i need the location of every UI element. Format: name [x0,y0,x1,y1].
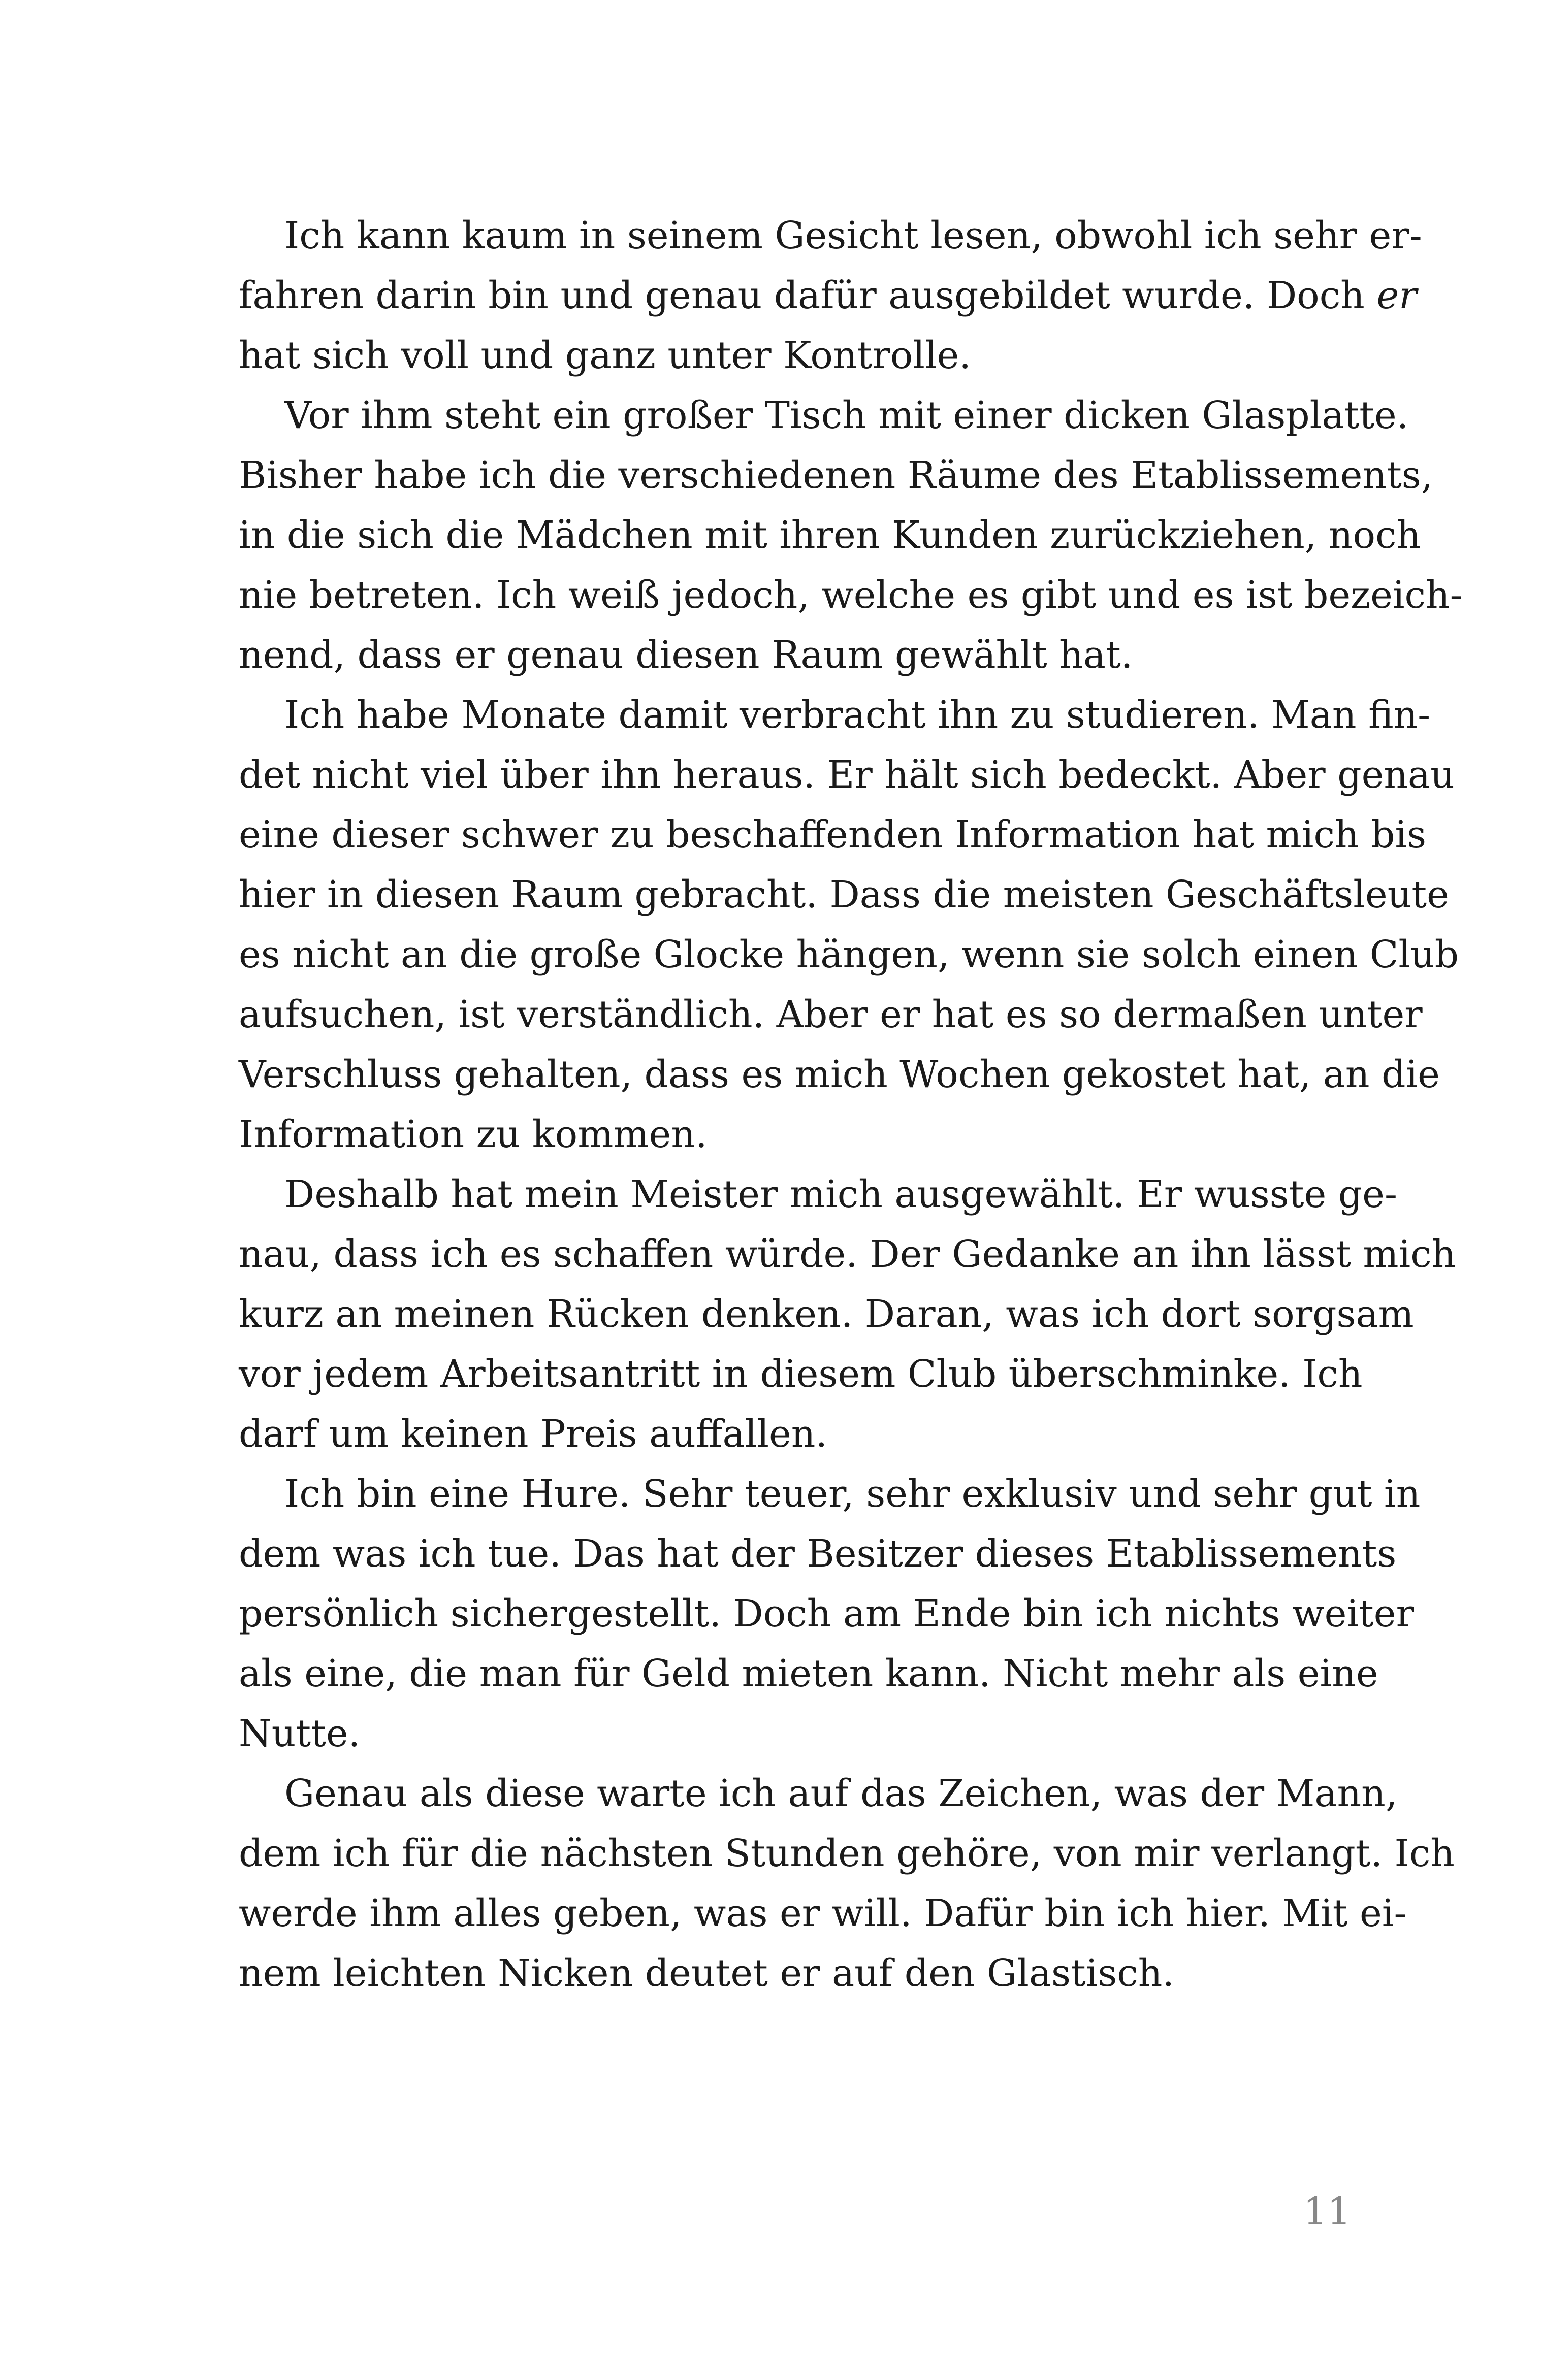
page-number: 11 [1303,2190,1351,2233]
text-line: Information zu kommen. [239,1113,708,1156]
text-line: Ich habe Monate damit verbracht ihn zu studieren. Man fin- [284,693,1431,737]
text-line: in die sich die Mädchen mit ihren Kunden zurückziehen, noch [239,513,1421,557]
text-line: persönlich sichergestellt. Doch am Ende bin ich nichts weiter [239,1592,1414,1636]
text-line: nem leichten Nicken deutet er auf den Glastisch. [239,1951,1174,1995]
text-line: dem ich für die nächsten Stunden gehöre, von mir verlangt. Ich [239,1832,1455,1875]
text-line: hat sich voll und ganz unter Kontrolle. [239,334,971,377]
body-text [239,206,1463,2003]
text-line: eine dieser schwer zu beschaffenden Information hat mich bis [239,813,1427,857]
text-line: nie betreten. Ich weiß jedoch, welche es gibt und es ist bezeich- [239,573,1463,617]
text-line: nend, dass er genau diesen Raum gewählt hat. [239,633,1133,677]
text-line: Deshalb hat mein Meister mich ausgewählt. Er wusste ge- [284,1172,1397,1216]
text-line: Nutte. [239,1712,361,1755]
text-line: Ich bin eine Hure. Sehr teuer, sehr exklusiv und sehr gut in [284,1472,1421,1516]
text-line: als eine, die man für Geld mieten kann. Nicht mehr als eine [239,1652,1378,1696]
text-line: vor jedem Arbeitsantritt in diesem Club überschminke. Ich [239,1352,1363,1396]
text-line [239,266,1417,325]
text-line: aufsuchen, ist verständlich. Aber er hat es so dermaßen unter [239,993,1423,1036]
text-line: Vor ihm steht ein großer Tisch mit einer dicken Glasplatte. [284,394,1409,437]
text-line: kurz an meinen Rücken denken. Daran, was ich dort sorgsam [239,1292,1414,1336]
text-line: Genau als diese warte ich auf das Zeichen, was der Mann, [284,1772,1398,1815]
text-line: nau, dass ich es schaffen würde. Der Gedanke an ihn lässt mich [239,1232,1456,1276]
text-line: Verschluss gehalten, dass es mich Wochen gekostet hat, an die [239,1053,1440,1096]
text-line: darf um keinen Preis auffallen. [239,1412,827,1456]
text-line: werde ihm alles geben, was er will. Dafür bin ich hier. Mit ei- [239,1892,1407,1935]
text-segment: fahren darin bin und genau dafür ausgebildet wurde. Doch [239,274,1365,317]
text-line: Ich kann kaum in seinem Gesicht lesen, obwohl ich sehr er- [284,214,1422,257]
text-line: hier in diesen Raum gebracht. Dass die meisten Geschäftsleute [239,873,1449,917]
text-line: dem was ich tue. Das hat der Besitzer dieses Etablissements [239,1532,1397,1576]
text-line: es nicht an die große Glocke hängen, wenn sie solch einen Club [239,933,1459,976]
emphasis-text: er [1376,274,1417,317]
text-line: Bisher habe ich die verschiedenen Räume des Etablissements, [239,453,1433,497]
text-line: det nicht viel über ihn heraus. Er hält sich bedeckt. Aber genau [239,753,1455,797]
